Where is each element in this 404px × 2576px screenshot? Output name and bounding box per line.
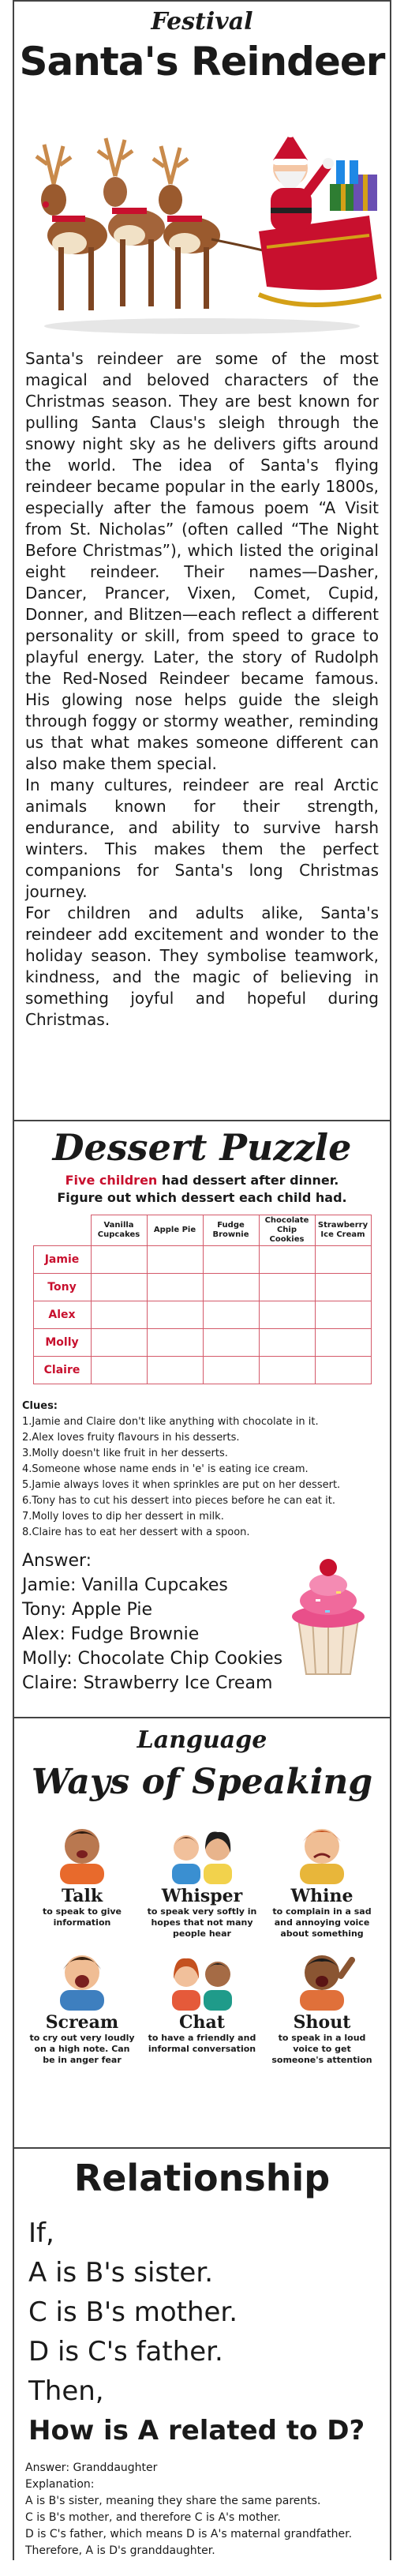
grid-cell[interactable] [203,1357,259,1384]
explanation-line: C is B's mother, and therefore C is A's mother. [25,2511,281,2524]
chatting-people-icon [169,1944,235,2011]
puzzle-intro [14,1172,390,1207]
grid-cell[interactable] [259,1301,315,1329]
santa-sleigh-illustration [22,89,382,342]
grid-row-name: Tony [33,1274,91,1301]
speaking-words-grid [14,1802,390,2066]
dessert-title: Dessert Puzzle [52,1126,352,1169]
whispering-people-icon [169,1818,235,1884]
grid-cell[interactable] [315,1357,371,1384]
grid-cell[interactable] [147,1246,203,1274]
grid-cell[interactable] [91,1357,147,1384]
grid-cell[interactable] [259,1274,315,1301]
clue-item: 4.Someone whose name ends in 'e' is eating ice cream. [22,1463,309,1475]
speaking-word: Shout [293,2012,351,2033]
intro-highlight: Five children [65,1173,158,1188]
grid-cell[interactable] [203,1246,259,1274]
reindeer-story [14,342,390,1031]
cupcake-icon [281,1544,376,1678]
grid-header-row [33,1215,371,1246]
grid-cell[interactable] [203,1274,259,1301]
answer-item: Jamie: Vanilla Cupcakes [22,1575,228,1595]
grid-cell[interactable] [91,1329,147,1357]
grid-corner [33,1215,91,1246]
speaking-definition: to speak in a loud voice to get someone's attention [271,2033,372,2065]
speaking-card [22,1818,142,1940]
answer-item: Molly: Chocolate Chip Cookies [22,1649,283,1669]
grid-column-header: Chocolate Chip Cookies [259,1215,315,1246]
festival-section [14,2,390,1121]
grid-cell[interactable] [315,1274,371,1301]
clue-item: 1.Jamie and Claire don't like anything with chocolate in it. [22,1416,319,1428]
intro-text: had dessert after dinner. [157,1173,339,1188]
answer-heading: Answer: [22,1551,92,1571]
speaking-card [142,1944,262,2066]
riddle-line: D is C's father. [28,2336,223,2368]
grid-row-name: Claire [33,1357,91,1384]
grid-row-name: Alex [33,1301,91,1329]
relationship-riddle [14,2199,390,2450]
story-paragraph: For children and adults alike, Santa's reindeer add excitement and wonder to the holiday season. They symbolise teamwork, kindness, and the magic of believing in something joyful and hopeful during Christmas. [25,903,379,1029]
grid-column-header: Vanilla Cupcakes [91,1215,147,1246]
logic-grid [33,1215,372,1384]
grid-row-name: Molly [33,1329,91,1357]
grid-row-name: Jamie [33,1246,91,1274]
speaking-definition: to complain in a sad and annoying voice about something [272,1906,372,1939]
speaking-definition: to have a friendly and informal conversation [148,2033,256,2054]
grid-cell[interactable] [147,1301,203,1329]
shouting-person-icon [289,1944,355,2011]
speaking-word: Whisper [161,1886,243,1906]
riddle-question: How is A related to D? [28,2415,365,2446]
clues-list [14,1384,390,1541]
speaking-definition: to speak very softly in hopes that not many people hear [147,1906,257,1939]
grid-row [33,1357,371,1384]
intro-instruction: Figure out which dessert each child had. [57,1190,347,1205]
grid-cell[interactable] [315,1246,371,1274]
speaking-card [142,1818,262,1940]
answer-item: Tony: Apple Pie [22,1600,152,1620]
speaking-word: Scream [45,2012,119,2033]
relationship-answer: Answer: Granddaughter [25,2461,158,2474]
explanation-heading: Explanation: [25,2478,95,2491]
relationship-solution [14,2450,390,2559]
speaking-word: Talk [61,1886,103,1906]
grid-cell[interactable] [315,1301,371,1329]
screaming-person-icon [49,1944,115,2011]
grid-cell[interactable] [203,1301,259,1329]
festival-kicker: Festival [151,8,253,36]
clue-item: 5.Jamie always loves it when sprinkles are put on her dessert. [22,1479,341,1491]
grid-row [33,1274,371,1301]
grid-cell[interactable] [91,1246,147,1274]
clue-item: 6.Tony has to cut his dessert into pieces before he can eat it. [22,1495,335,1507]
grid-column-header: Apple Pie [147,1215,203,1246]
santa-sleigh-image [22,89,382,342]
speaking-definition: to speak to give information [42,1906,122,1928]
dessert-puzzle-section [14,1126,390,1718]
grid-cell[interactable] [259,1246,315,1274]
grid-cell[interactable] [91,1274,147,1301]
riddle-line: Then, [28,2375,104,2407]
grid-column-header: Strawberry Ice Cream [315,1215,371,1246]
riddle-line: C is B's mother. [28,2296,238,2328]
grid-cell[interactable] [91,1301,147,1329]
speaking-word: Chat [179,2012,225,2033]
speaking-definition: to cry out very loudly on a high note. Can be in anger fear [29,2033,135,2065]
relationship-section [14,2157,390,2571]
story-paragraph: In many cultures, reindeer are real Arctic animals known for their strength, endurance, and ability to survive harsh winters. This makes them the perfect companions for Santa's long Christmas journey. [25,775,379,901]
talking-person-icon [49,1818,115,1884]
language-section [14,1718,390,2149]
whining-person-icon [289,1818,355,1884]
grid-cell[interactable] [147,1274,203,1301]
riddle-line: If, [28,2217,54,2249]
worksheet-page [13,0,391,2560]
grid-cell[interactable] [147,1329,203,1357]
clue-item: 3.Molly doesn't like fruit in her desserts. [22,1448,228,1459]
language-title: Ways of Speaking [31,1762,373,1802]
language-kicker: Language [137,1726,267,1754]
explanation-line: A is B's sister, meaning they share the same parents. [25,2495,321,2507]
speaking-card [22,1944,142,2066]
answer-item: Alex: Fudge Brownie [22,1624,200,1644]
speaking-card [262,1818,382,1940]
speaking-card [262,1944,382,2066]
grid-row [33,1301,371,1329]
clue-item: 8.Claire has to eat her dessert with a spoon. [22,1526,250,1538]
clues-heading: Clues: [22,1400,58,1412]
grid-cell[interactable] [259,1357,315,1384]
explanation-line: D is C's father, which means D is A's maternal grandfather. [25,2528,353,2540]
story-paragraph: Santa's reindeer are some of the most magical and beloved characters of the Christmas season. They are best known for pulling Santa Claus's sleigh through the snowy night sky as he delivers gifts around the world. The idea of Santa's flying reindeer became popular in the early 1800s, especially after the famous poem “A Visit from St. Nicholas” (often called “The Night Before Christmas”), which listed the original eight reindeer. Their names—Dasher, Dancer, Prancer, Vixen, Comet, Cupid, Donner, and Blitzen—each reflect a different personality or skill, from speed to grace to playful energy. Later, the story of Rudolph the Red-Nosed Reindeer became famous. His glowing nose helps guide the sleigh through foggy or stormy weather, reminding us that what makes someone different can also make them special. [25,349,379,773]
grid-cell[interactable] [147,1357,203,1384]
grid-row [33,1246,371,1274]
grid-cell[interactable] [203,1329,259,1357]
grid-cell[interactable] [259,1329,315,1357]
answer-item: Claire: Strawberry Ice Cream [22,1673,273,1693]
festival-title: Santa's Reindeer [19,39,385,84]
grid-column-header: Fudge Brownie [203,1215,259,1246]
explanation-line: Therefore, A is D's granddaughter. [25,2544,215,2557]
clue-item: 2.Alex loves fruity flavours in his desserts. [22,1432,240,1444]
puzzle-answers [14,1541,390,1695]
relationship-title: Relationship [73,2157,331,2199]
riddle-line: A is B's sister. [28,2257,214,2289]
speaking-word: Whine [290,1886,354,1906]
grid-row [33,1329,371,1357]
clue-item: 7.Molly loves to dip her dessert in milk. [22,1511,224,1523]
grid-cell[interactable] [315,1329,371,1357]
